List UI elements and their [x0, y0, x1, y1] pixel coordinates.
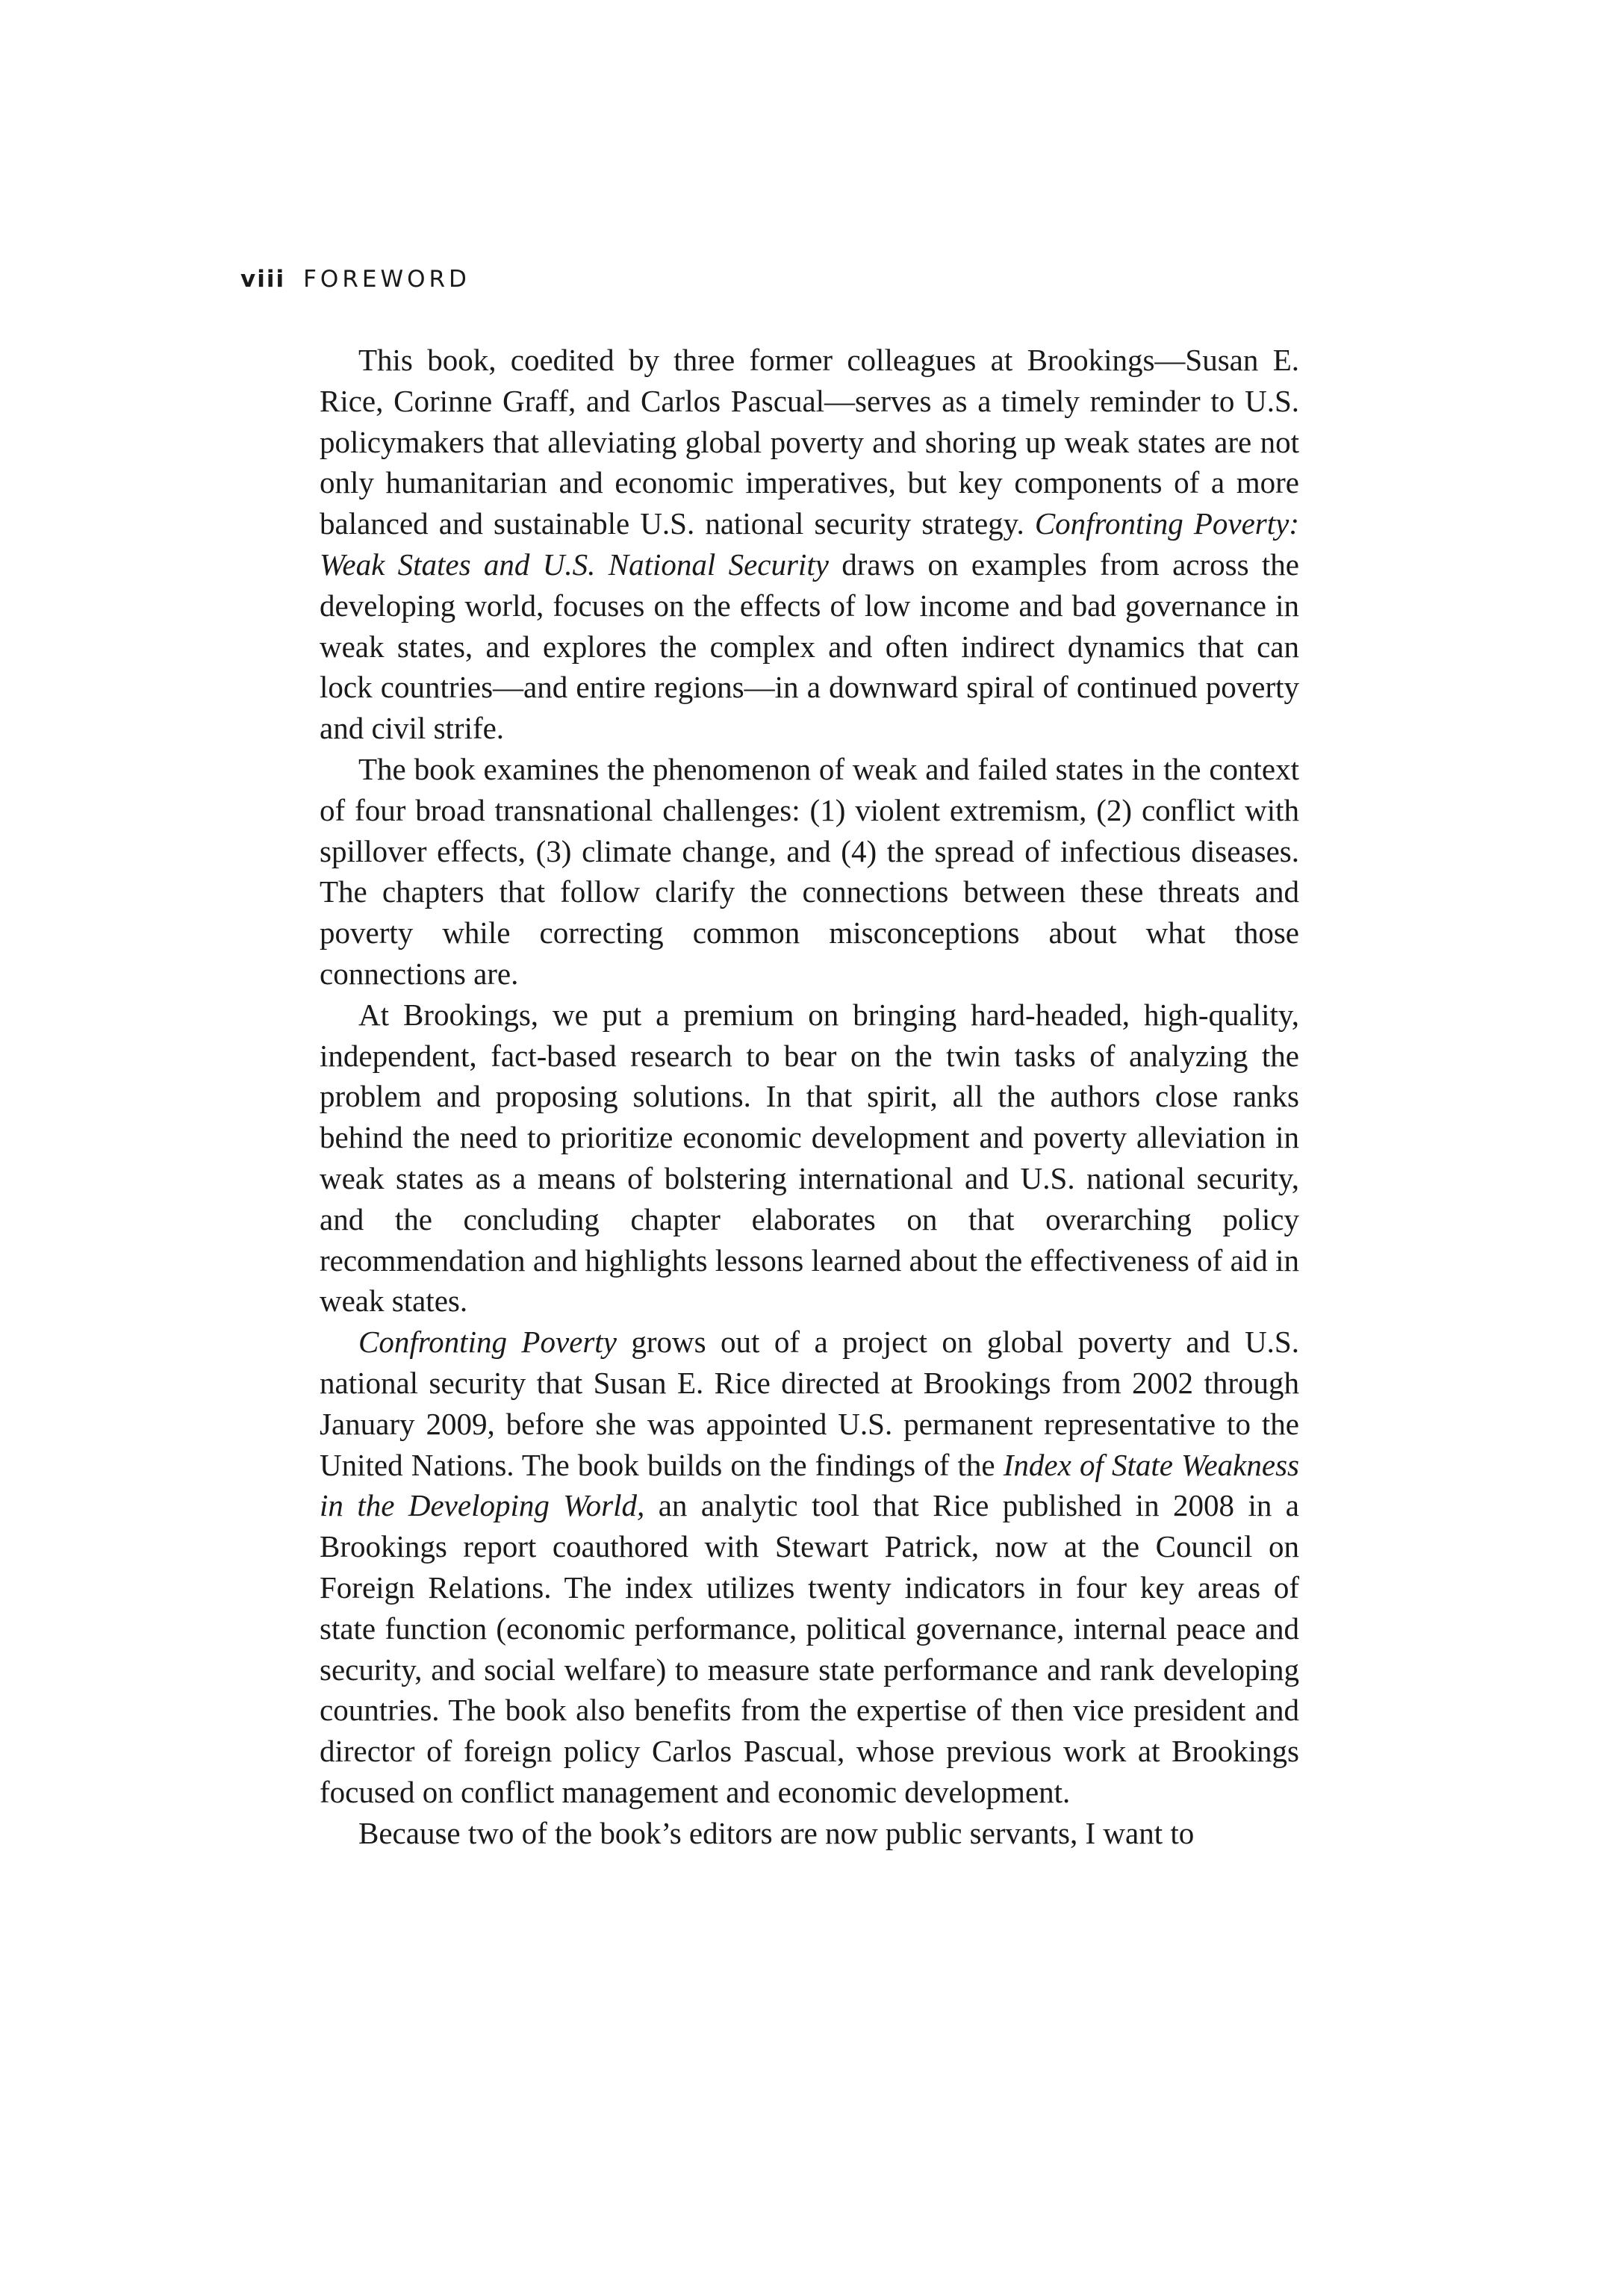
paragraph-text: draws on examples from across the developing world, focuses on the effects of low income and bad governance in weak states, and explores the complex and often indirect dynamics that can lock countries—and entire regions—in a downward spiral of continued poverty and civil strife.	[320, 547, 1299, 746]
book-title: Confronting Poverty: Weak States and U.S. National Security	[320, 506, 1300, 582]
paragraph	[320, 995, 1299, 1322]
paragraph-text: The book examines the phenomenon of weak and failed states in the context of four broad transnational challenges: (1) violent extremism, (2) conflict with spillover effects, (3) climate change, and (4) the spread of infectious diseases. The chapters that follow clarify the connections between these threats and poverty while correcting common misconceptions about what those connections are.	[320, 751, 1299, 991]
paragraph	[320, 1813, 1299, 1854]
section-title: FOREWORD	[303, 266, 470, 293]
paragraph-text: an analytic tool that Rice published in 2008 in a Brookings report coauthored with Stewart Patrick, now at the Council on Foreign Relations. The index utilizes twenty indicators in four key areas of state function (economic performance, political governance, internal peace and security, and social welfare) to measure state performance and rank developing countries. The book also benefits from the expertise of then vice president and director of foreign policy Carlos Pascual, whose previous work at Brookings focused on conflict management and economic development.	[320, 1488, 1299, 1809]
running-head	[240, 263, 470, 296]
paragraph	[320, 749, 1299, 995]
paragraph	[320, 1322, 1299, 1813]
report-title: Index of State Weakness in the Developing World,	[320, 1447, 1299, 1523]
paragraph-text: At Brookings, we put a premium on bringing hard-headed, high-quality, independent, fact-based research to bear on the twin tasks of analyzing the problem and proposing solutions. In that spirit, all the authors close ranks behind the need to prioritize economic development and poverty alleviation in weak states as a means of bolstering international and U.S. national security, and the concluding chapter elaborates on that overarching policy recommendation and highlights lessons learned about the effectiveness of aid in weak states.	[320, 997, 1299, 1319]
paragraph-text: Because two of the book’s editors are now public servants, I want to	[358, 1815, 1195, 1850]
body-text	[320, 340, 1299, 1853]
page-number: viii	[240, 266, 286, 293]
paragraph	[320, 340, 1299, 749]
paragraph-text: This book, coedited by three former colleagues at Brookings—Susan E. Rice, Corinne Graff, and Carlos Pascual—serves as a timely reminder to U.S. policymakers that alleviating global poverty and shoring up weak states are not only humanitarian and economic imperatives, but key components of a more balanced and sustainable U.S. national security strategy.	[320, 343, 1299, 541]
book-title: Confronting Poverty	[358, 1325, 617, 1360]
paragraph-text: grows out of a project on global poverty and U.S. national security that Susan E. Rice directed at Brookings from 2002 through January 2009, before she was appointed U.S. permanent representative to the United Nations. The book builds on the findings of the	[320, 1325, 1299, 1482]
